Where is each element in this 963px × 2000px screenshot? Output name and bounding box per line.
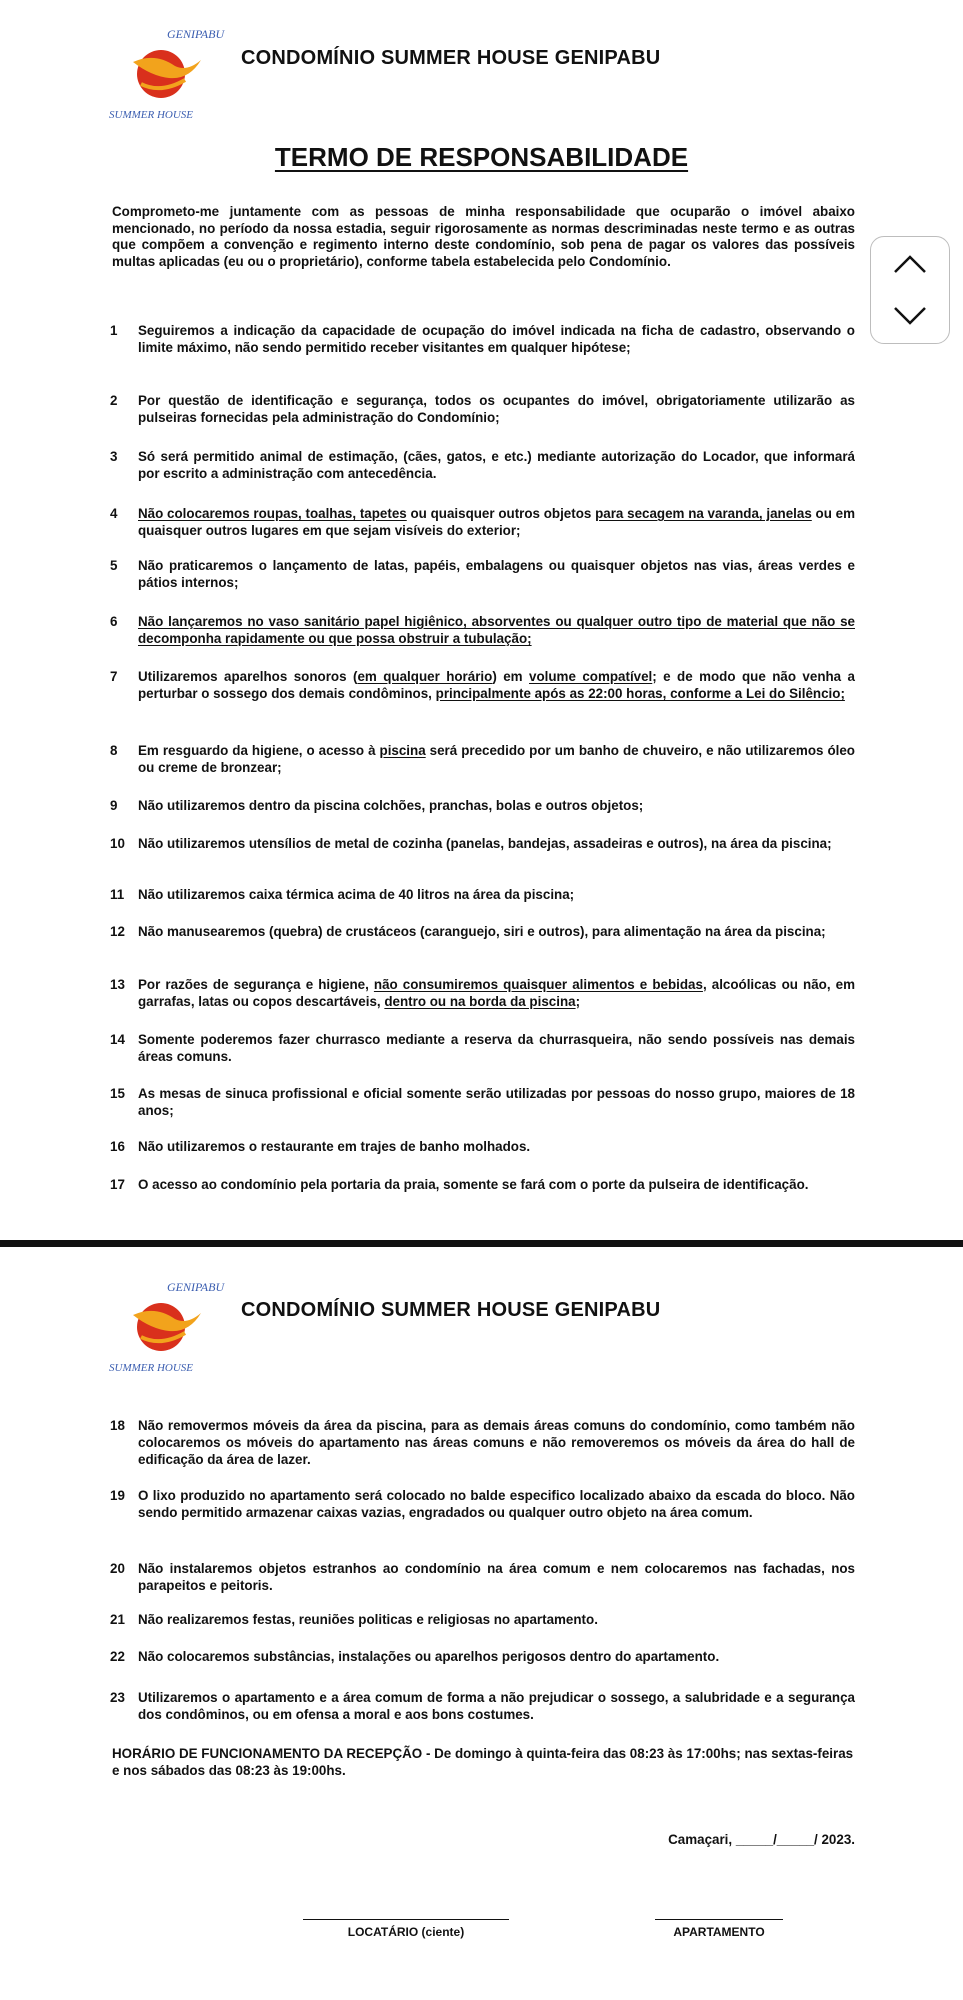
rule-text: Não utilizaremos utensílios de metal de cozinha (panelas, bandejas, assadeiras e outros), na área da piscina; xyxy=(138,836,832,851)
rule-number: 6 xyxy=(110,614,118,629)
rule-text: Não utilizaremos dentro da piscina colchões, pranchas, bolas e outros objetos; xyxy=(138,798,644,813)
rule-item xyxy=(110,1417,855,1468)
rule-number: 9 xyxy=(110,798,118,813)
rule-text-underlined: em qualquer horário xyxy=(357,669,493,684)
rule-item xyxy=(110,742,855,776)
rule-item xyxy=(110,923,855,940)
rule-text: Não utilizaremos o restaurante em trajes de banho molhados. xyxy=(138,1139,531,1154)
scroll-up-button[interactable] xyxy=(871,239,949,289)
rule-number: 12 xyxy=(110,924,125,939)
rule-text: Não manusearemos (quebra) de crustáceos (caranguejo, siri e outros), para alimentação na área da piscina; xyxy=(138,924,826,939)
condo-name-header: CONDOMÍNIO SUMMER HOUSE GENIPABU xyxy=(241,1299,661,1321)
rule-item xyxy=(110,1611,855,1628)
rule-text: Só será permitido animal de estimação, (cães, gatos, e etc.) mediante autorização do Locador, que informará por escrito a administração com antecedência. xyxy=(138,449,855,481)
rule-text: Utilizaremos aparelhos sonoros ( xyxy=(138,669,358,684)
rule-item xyxy=(110,886,855,903)
rule-item xyxy=(110,976,855,1010)
rule-text-underlined: principalmente após as 22:00 horas, conforme a Lei do Silêncio; xyxy=(435,686,845,701)
intro-paragraph: Comprometo-me juntamente com as pessoas de minha responsabilidade que ocuparão o imóvel abaixo mencionado, no período da nossa estadia, seguir rigorosamente as normas descriminadas neste termo e as outras que compõem a convenção e regimento interno deste condomínio, sob pena de pagar os valores das possíveis multas aplicadas (eu ou o proprietário), conforme tabela estabelecida pelo Condomínio. xyxy=(112,204,855,269)
chevron-up-icon xyxy=(892,253,928,275)
rule-text: Não colocaremos substâncias, instalações ou aparelhos perigosos dentro do apartamento. xyxy=(138,1649,720,1664)
tenant-signature-line xyxy=(303,1919,509,1920)
document-title: TERMO DE RESPONSABILIDADE xyxy=(274,142,689,172)
svg-text:GENIPABU: GENIPABU xyxy=(167,27,225,41)
rule-item xyxy=(110,1085,855,1119)
rule-text: Não realizaremos festas, reuniões politicas e religiosas no apartamento. xyxy=(138,1612,598,1627)
rule-number: 4 xyxy=(110,506,118,521)
rule-text-underlined: dentro ou na borda da piscina xyxy=(384,994,576,1009)
rule-item xyxy=(110,797,855,814)
svg-text:GENIPABU: GENIPABU xyxy=(167,1280,225,1294)
rule-text-underlined: para secagem na varanda, janelas xyxy=(595,506,812,521)
rule-item xyxy=(110,505,855,539)
rule-item xyxy=(110,835,855,852)
rule-text: Seguiremos a indicação da capacidade de ocupação do imóvel indicada na ficha de cadastro, observando o limite máximo, não sendo permitido receber visitantes em qualquer hipótese; xyxy=(138,323,855,355)
rule-number: 3 xyxy=(110,449,118,464)
rule-number: 5 xyxy=(110,558,118,573)
rule-item xyxy=(110,448,855,482)
rule-number: 14 xyxy=(110,1032,125,1047)
rule-number: 23 xyxy=(110,1690,125,1705)
svg-text:SUMMER HOUSE: SUMMER HOUSE xyxy=(109,109,194,121)
rule-text: Não removermos móveis da área da piscina, para as demais áreas comuns do condomínio, como também não colocaremos os móveis do apartamento nas áreas comuns e não removeremos os móveis da área do hall de edificação da área de lazer. xyxy=(138,1418,855,1467)
rule-number: 10 xyxy=(110,836,125,851)
rule-number: 2 xyxy=(110,393,118,408)
rule-text: será precedido por um banho de chuveiro, e não utilizaremos óleo ou creme de bronzear; xyxy=(138,743,855,775)
rule-number: 8 xyxy=(110,743,118,758)
page-divider xyxy=(0,1240,963,1247)
rule-text: Por razões de segurança e higiene, xyxy=(138,977,374,992)
rule-item xyxy=(110,668,855,702)
rule-number: 21 xyxy=(110,1612,125,1627)
rule-text: ou quaisquer outros objetos xyxy=(406,506,596,521)
rule-text: Não utilizaremos caixa térmica acima de 40 litros na área da piscina; xyxy=(138,887,575,902)
rule-text: , alcoólicas ou não, em garrafas, latas ou copos descartáveis, xyxy=(138,977,855,1009)
rule-text: Não praticaremos o lançamento de latas, papéis, embalagens ou quaisquer objetos nas vias, áreas verdes e pátios internos; xyxy=(138,558,855,590)
rule-text: O acesso ao condomínio pela portaria da praia, somente se fará com o porte da pulseira de identificação. xyxy=(138,1177,809,1192)
rule-text: Por questão de identificação e segurança, todos os ocupantes do imóvel, obrigatoriamente utilizarão as pulseiras fornecidas pela administração do Condomínio; xyxy=(138,393,855,425)
rule-item xyxy=(110,392,855,426)
rule-text: ; e de modo que não venha a perturbar o sossego dos demais condôminos, xyxy=(138,669,855,701)
date-line: Camaçari, _____/_____/ 2023. xyxy=(668,1832,855,1847)
rule-number: 15 xyxy=(110,1086,125,1101)
rule-text: Somente poderemos fazer churrasco mediante a reserva da churrasqueira, não sendo possíveis nas demais áreas comuns. xyxy=(138,1032,855,1064)
rule-item xyxy=(110,1689,855,1723)
chevron-down-icon xyxy=(892,305,928,327)
rule-number: 1 xyxy=(110,323,118,338)
rule-item xyxy=(110,1138,855,1155)
rule-number: 11 xyxy=(110,887,125,902)
rule-number: 17 xyxy=(110,1177,125,1192)
rule-text-underlined: volume compatível xyxy=(529,669,653,684)
rule-text: ; xyxy=(575,994,581,1009)
rule-number: 19 xyxy=(110,1488,125,1503)
rule-text: Utilizaremos o apartamento e a área comum de forma a não prejudicar o sossego, a salubridade e a segurança dos condôminos, ou em ofensa a moral e aos bons costumes. xyxy=(138,1690,855,1722)
apartment-signature-line xyxy=(655,1919,783,1920)
rule-text: As mesas de sinuca profissional e oficial somente serão utilizadas por pessoas do nosso grupo, maiores de 18 anos; xyxy=(138,1086,855,1118)
rule-item xyxy=(110,1031,855,1065)
rule-item xyxy=(110,1648,855,1665)
svg-text:SUMMER HOUSE: SUMMER HOUSE xyxy=(109,1362,194,1374)
rule-number: 22 xyxy=(110,1649,125,1664)
tenant-signature-label: LOCATÁRIO (ciente) xyxy=(347,1925,465,1939)
rule-text-underlined: não consumiremos quaisquer alimentos e bebidas xyxy=(373,977,703,992)
rule-item xyxy=(110,557,855,591)
rule-text: ou em quaisquer outros lugares em que sejam visíveis do exterior; xyxy=(138,506,855,538)
rule-text-underlined: Não lançaremos no vaso sanitário papel higiênico, absorventes ou qualquer outro tipo de material que não se decomponha rapidamente ou que possa obstruir a tubulação; xyxy=(138,614,855,646)
condo-logo xyxy=(105,1275,225,1375)
page-scroll-control xyxy=(870,236,950,344)
rule-text: Não instalaremos objetos estranhos ao condomínio na área comum e nem colocaremos nas fachadas, nos parapeitos e peitoris. xyxy=(138,1561,855,1593)
scroll-down-button[interactable] xyxy=(871,291,949,341)
rule-number: 16 xyxy=(110,1139,125,1154)
rule-text: O lixo produzido no apartamento será colocado no balde especifico localizado abaixo da escada do bloco. Não sendo permitido armazenar caixas vazias, engradados ou qualquer outro objeto na área comum. xyxy=(138,1488,855,1520)
rule-number: 20 xyxy=(110,1561,125,1576)
rule-text: Em resguardo da higiene, o acesso à xyxy=(138,743,380,758)
reception-hours: HORÁRIO DE FUNCIONAMENTO DA RECEPÇÃO - De domingo à quinta-feira das 08:23 às 17:00hs; nas sextas-feiras e nos sábados das 08:23 às 19:00hs. xyxy=(112,1746,854,1778)
rule-item xyxy=(110,1560,855,1594)
rule-number: 7 xyxy=(110,669,118,684)
rule-number: 13 xyxy=(110,977,125,992)
condo-name-header: CONDOMÍNIO SUMMER HOUSE GENIPABU xyxy=(241,47,661,69)
rule-item xyxy=(110,1487,855,1521)
rule-text-underlined: piscina xyxy=(379,743,426,758)
rule-item xyxy=(110,322,855,356)
rule-text-underlined: Não colocaremos roupas, toalhas, tapetes xyxy=(138,506,407,521)
rule-number: 18 xyxy=(110,1418,125,1433)
condo-logo xyxy=(105,22,225,122)
rule-text: ) em xyxy=(492,669,530,684)
rule-item xyxy=(110,613,855,647)
apartment-signature-label: APARTAMENTO xyxy=(673,1925,765,1939)
rule-item xyxy=(110,1176,855,1193)
